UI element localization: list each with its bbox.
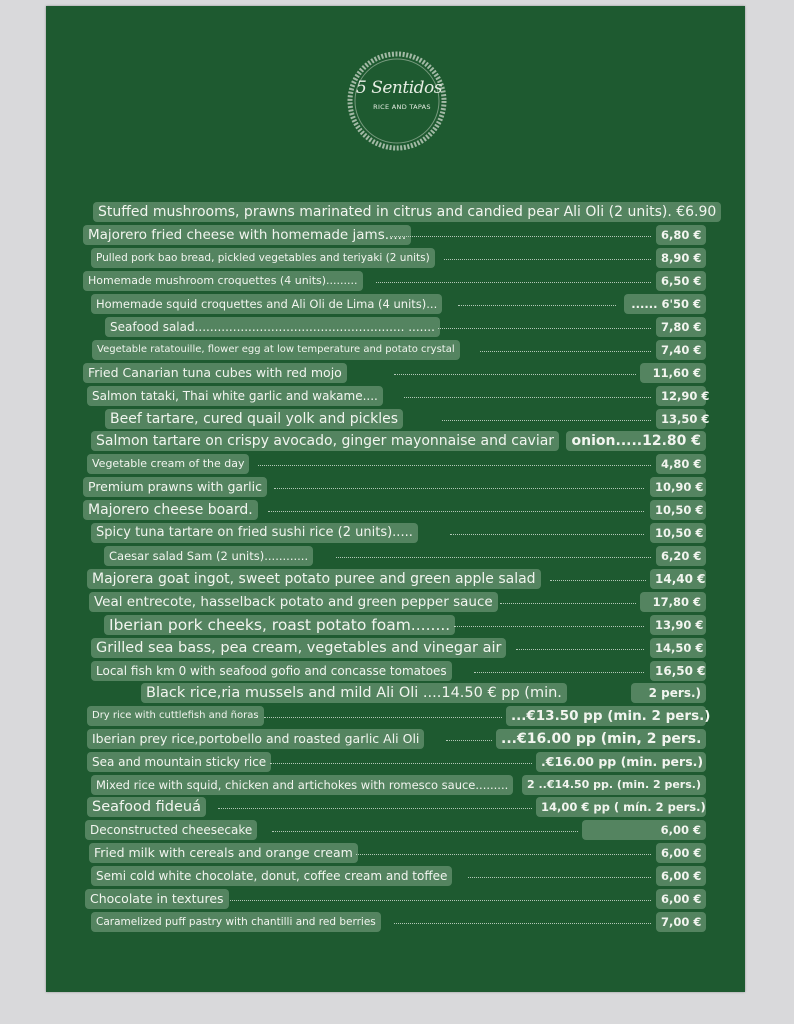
menu-item-price: 8,90 € bbox=[656, 248, 706, 268]
menu-item-price: 14,50 € bbox=[650, 638, 706, 658]
menu-item-name: Premium prawns with garlic bbox=[83, 477, 267, 497]
dotted-leader bbox=[270, 763, 532, 764]
menu-item-name: Stuffed mushrooms, prawns marinated in citrus and candied pear Ali Oli (2 units). €6.90 bbox=[93, 202, 721, 222]
menu-item-price: .€16.00 pp (min. pers.) bbox=[536, 752, 706, 772]
menu-item-price: onion.....12.80 € bbox=[566, 431, 706, 451]
dotted-leader bbox=[450, 534, 644, 535]
dotted-leader bbox=[446, 740, 492, 741]
menu-item-price: 13,90 € bbox=[650, 615, 706, 635]
menu-item-name: Seafood fideuá bbox=[87, 797, 206, 817]
dotted-leader bbox=[230, 900, 651, 901]
logo-title: 5 Sentidos bbox=[356, 78, 442, 98]
menu-item-price: 6,80 € bbox=[656, 225, 706, 245]
menu-item-name: Majorero fried cheese with homemade jams..... bbox=[83, 225, 411, 245]
menu-item-name: Iberian prey rice,portobello and roasted garlic Ali Oli bbox=[87, 729, 424, 749]
menu-item-name: Homemade mushroom croquettes (4 units)......... bbox=[83, 271, 363, 291]
menu-item-name: Salmon tartare on crispy avocado, ginger mayonnaise and caviar bbox=[91, 431, 559, 451]
restaurant-logo bbox=[344, 48, 450, 154]
dotted-leader bbox=[390, 236, 651, 237]
dotted-leader bbox=[442, 420, 651, 421]
dotted-leader bbox=[264, 717, 502, 718]
logo-subtitle: RICE AND TAPAS bbox=[373, 103, 431, 111]
menu-item-price: 2 ..€14.50 pp. (min. 2 pers.) bbox=[522, 775, 706, 795]
menu-item-name: Caesar salad Sam (2 units)............ bbox=[104, 546, 313, 566]
menu-item-price: ...... 6'50 € bbox=[624, 294, 706, 314]
menu-item-name: Vegetable ratatouille, flower egg at low temperature and potato crystal bbox=[92, 340, 460, 360]
menu-item-name: Local fish km 0 with seafood gofio and concasse tomatoes bbox=[91, 661, 452, 681]
menu-item-name: Pulled pork bao bread, pickled vegetables and teriyaki (2 units) bbox=[91, 248, 435, 268]
menu-item-price: ...€13.50 pp (min. 2 pers.) bbox=[506, 706, 706, 726]
dotted-leader bbox=[356, 854, 651, 855]
menu-item-price: 11,60 € bbox=[640, 363, 706, 383]
dotted-leader bbox=[272, 831, 578, 832]
dotted-leader bbox=[394, 923, 651, 924]
menu-item-name: Mixed rice with squid, chicken and artichokes with romesco sauce......... bbox=[91, 775, 513, 795]
menu-item-name: Homemade squid croquettes and Ali Oli de Lima (4 units)... bbox=[91, 294, 442, 314]
menu-item-name: Caramelized puff pastry with chantilli and red berries bbox=[91, 912, 381, 932]
menu-item-price: 6,00 € bbox=[656, 843, 706, 863]
menu-item-name: Majorera goat ingot, sweet potato puree and green apple salad bbox=[87, 569, 541, 589]
menu-item-name: Vegetable cream of the day bbox=[87, 454, 249, 474]
menu-item-name: Dry rice with cuttlefish and ñoras bbox=[87, 706, 264, 726]
menu-item-price: 16,50 € bbox=[650, 661, 706, 681]
menu-item-price: 10,50 € bbox=[650, 523, 706, 543]
menu-item-price: 6,00 € bbox=[582, 820, 706, 840]
menu-item-price: ...€16.00 pp (min, 2 pers. bbox=[496, 729, 706, 749]
menu-item-price: 10,90 € bbox=[650, 477, 706, 497]
menu-sheet bbox=[46, 6, 745, 992]
menu-item-name: Fried Canarian tuna cubes with red mojo bbox=[83, 363, 347, 383]
dotted-leader bbox=[376, 282, 651, 283]
menu-item-name: Beef tartare, cured quail yolk and pickles bbox=[105, 409, 403, 429]
menu-item-price: 13,50 € bbox=[656, 409, 706, 429]
menu-item-name: Iberian pork cheeks, roast potato foam........ bbox=[104, 615, 455, 635]
dotted-leader bbox=[218, 808, 532, 809]
dotted-leader bbox=[458, 305, 616, 306]
logo-ring-icon bbox=[344, 48, 450, 154]
dotted-leader bbox=[516, 649, 644, 650]
menu-item-price: 10,50 € bbox=[650, 500, 706, 520]
dotted-leader bbox=[468, 877, 651, 878]
menu-item-name: Majorero cheese board. bbox=[83, 500, 258, 520]
menu-item-price: 7,80 € bbox=[656, 317, 706, 337]
dotted-leader bbox=[474, 672, 644, 673]
menu-item-name: Sea and mountain sticky rice bbox=[87, 752, 271, 772]
menu-item-price: 14,40 € bbox=[650, 569, 706, 589]
menu-item-price: 6,00 € bbox=[656, 866, 706, 886]
dotted-leader bbox=[500, 603, 636, 604]
menu-item-name: Grilled sea bass, pea cream, vegetables and vinegar air bbox=[91, 638, 506, 658]
menu-item-price: 2 pers.) bbox=[631, 683, 706, 703]
menu-item-name: Fried milk with cereals and orange cream bbox=[89, 843, 358, 863]
dotted-leader bbox=[550, 580, 646, 581]
menu-item-name: Veal entrecote, hasselback potato and green pepper sauce bbox=[89, 592, 498, 612]
menu-item-name: Semi cold white chocolate, donut, coffee cream and toffee bbox=[91, 866, 452, 886]
menu-item-name: Chocolate in textures bbox=[85, 889, 229, 909]
menu-item-name: Salmon tataki, Thai white garlic and wakame.... bbox=[87, 386, 383, 406]
menu-item-name: Spicy tuna tartare on fried sushi rice (2 units)..... bbox=[91, 523, 418, 543]
menu-item-name: Seafood salad....................................................... ....... bbox=[105, 317, 440, 337]
dotted-leader bbox=[444, 259, 651, 260]
menu-item-price: 6,50 € bbox=[656, 271, 706, 291]
dotted-leader bbox=[274, 488, 644, 489]
menu-item-name: Deconstructed cheesecake bbox=[85, 820, 257, 840]
dotted-leader bbox=[480, 351, 651, 352]
dotted-leader bbox=[404, 397, 651, 398]
menu-item-price: 4,80 € bbox=[656, 454, 706, 474]
dotted-leader bbox=[438, 328, 651, 329]
menu-item-price: 7,40 € bbox=[656, 340, 706, 360]
dotted-leader bbox=[268, 511, 644, 512]
dotted-leader bbox=[454, 626, 644, 627]
menu-item-price: 6,20 € bbox=[656, 546, 706, 566]
menu-item-price: 14,00 € pp ( mín. 2 pers.) bbox=[536, 797, 706, 817]
menu-item-name: Black rice,ria mussels and mild Ali Oli ....14.50 € pp (min. bbox=[141, 683, 567, 703]
dotted-leader bbox=[336, 557, 651, 558]
menu-item-price: 6,00 € bbox=[656, 889, 706, 909]
menu-item-price: 12,90 € bbox=[656, 386, 706, 406]
menu-item-price: 17,80 € bbox=[640, 592, 706, 612]
dotted-leader bbox=[258, 465, 651, 466]
dotted-leader bbox=[394, 374, 636, 375]
menu-item-price: 7,00 € bbox=[656, 912, 706, 932]
